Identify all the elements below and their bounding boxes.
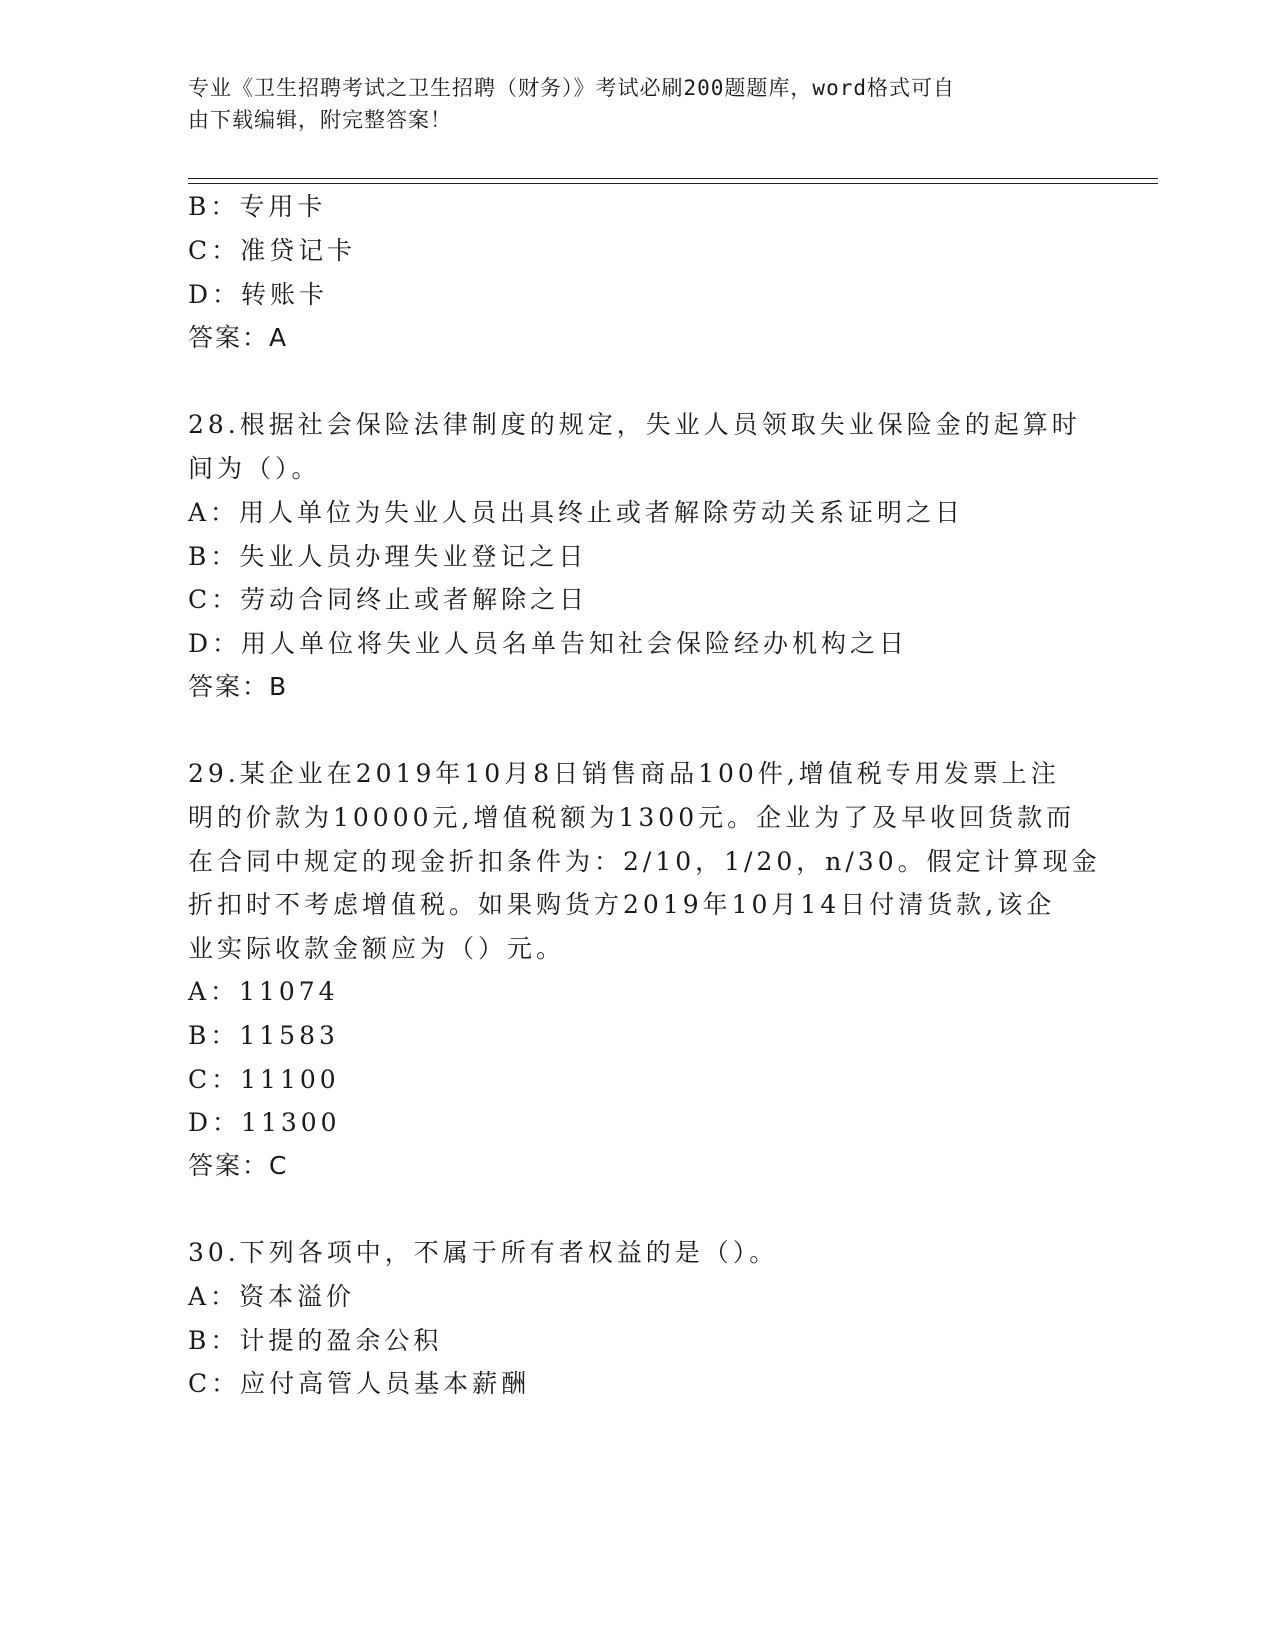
q28-option-d: D：用人单位将失业人员名单告知社会保险经办机构之日 bbox=[188, 629, 909, 658]
q29-stem-line-3: 在合同中规定的现金折扣条件为：2/10，1/20，n/30。假定计算现金 bbox=[188, 847, 1101, 876]
q29-stem-line-4: 折扣时不考虑增值税。如果购货方2019年10月14日付清货款,该企 bbox=[188, 890, 1056, 919]
q28-answer: 答案：B bbox=[188, 672, 289, 701]
q29-option-c: C：11100 bbox=[188, 1065, 340, 1094]
q29-answer: 答案：C bbox=[188, 1151, 289, 1180]
q28-option-a: A：用人单位为失业人员出具终止或者解除劳动关系证明之日 bbox=[188, 498, 965, 527]
q29-stem-line-5: 业实际收款金额应为（）元。 bbox=[188, 934, 566, 963]
q29-option-a: A：11074 bbox=[188, 977, 339, 1006]
q28-stem-line-1: 28.根据社会保险法律制度的规定，失业人员领取失业保险金的起算时 bbox=[188, 410, 1081, 439]
q30-option-a: A：资本溢价 bbox=[188, 1282, 356, 1311]
q28-stem-line-2: 间为（）。 bbox=[188, 454, 321, 483]
header-title-line-2: 由下载编辑，附完整答案！ bbox=[188, 108, 452, 132]
q27-option-d: D：转账卡 bbox=[188, 280, 329, 309]
document-page bbox=[188, 0, 1148, 1650]
header-title-line-1: 专业《卫生招聘考试之卫生招聘（财务）》考试必刷200题题库，word格式可自 bbox=[188, 76, 955, 100]
q29-option-d: D：11300 bbox=[188, 1108, 341, 1137]
header-divider-top bbox=[188, 178, 1158, 179]
q27-answer: 答案：A bbox=[188, 323, 289, 352]
document-header bbox=[188, 72, 1068, 136]
header-divider-bottom bbox=[188, 183, 1158, 184]
q28-option-c: C：劳动合同终止或者解除之日 bbox=[188, 585, 589, 614]
q30-option-b: B：计提的盈余公积 bbox=[188, 1326, 443, 1355]
q27-option-b: B：专用卡 bbox=[188, 192, 327, 221]
q29-stem-line-1: 29.某企业在2019年10月8日销售商品100件,增值税专用发票上注 bbox=[188, 759, 1060, 788]
q29-stem-line-2: 明的价款为10000元,增值税额为1300元。企业为了及早收回货款而 bbox=[188, 803, 1076, 832]
q30-option-c: C：应付高管人员基本薪酬 bbox=[188, 1369, 531, 1398]
q30-stem-line-1: 30.下列各项中，不属于所有者权益的是（）。 bbox=[188, 1238, 779, 1267]
q28-option-b: B：失业人员办理失业登记之日 bbox=[188, 542, 588, 571]
q29-option-b: B：11583 bbox=[188, 1021, 339, 1050]
q27-option-c: C：准贷记卡 bbox=[188, 236, 357, 265]
